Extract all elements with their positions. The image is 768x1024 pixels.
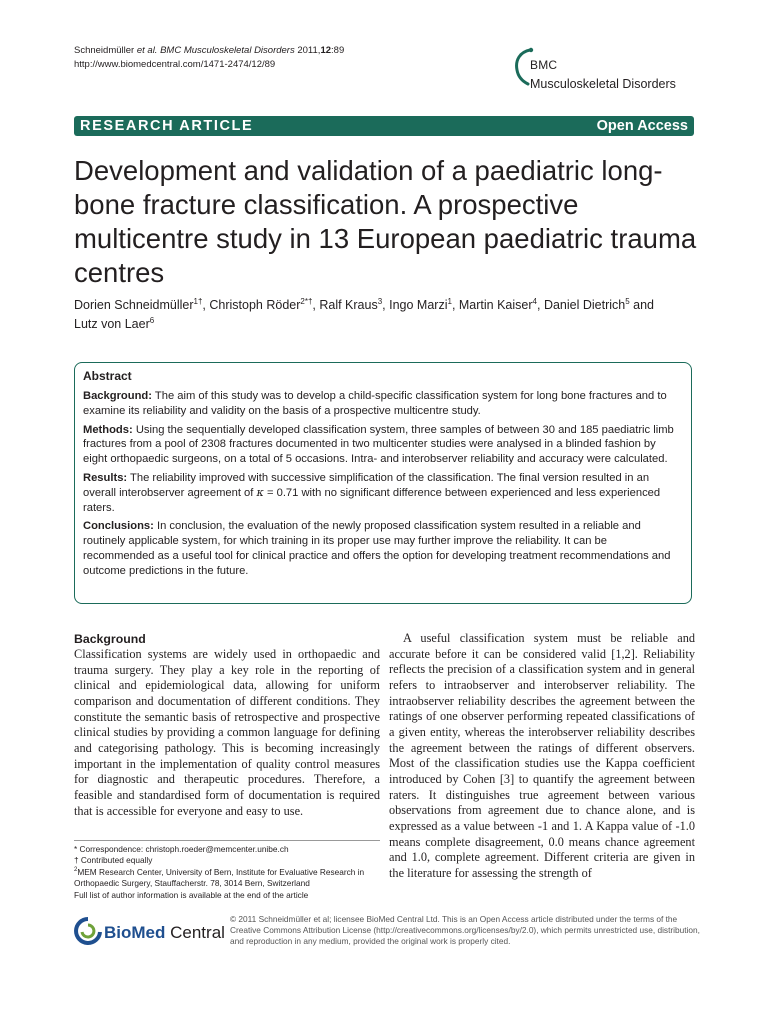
citation-journal: BMC Musculoskeletal Disorders [160,45,295,56]
body-paragraph: A useful classification system must be reliable and accurate before it can be considered valid [1,2]. Reliability reflects the precision of a classification system and in general refers to intraobserver and interobserver reliability. The intraobserver reliability describes the agreement between the ratings of one observer performing repeated classifications of a given entity, whereas the interobserver reliability describes the agreement between the ratings of different observers. Most of the classification studies use the Kappa coefficient introduced by Cohen [3] to quantify the agreement between raters. It distinguishes true agreement between various observations from agreement due to chance alone, and is expressed as a value between -1 and 1. A Kappa value of -1.0 means complete disagreement, 0.0 means chance agreement and 1.0, complete agreement. Different criteria are given in the literature for assessing the strength of [389,631,695,880]
section-heading-background: Background [74,632,146,646]
author-list: Dorien Schneidmüller$^{1\dagger}$, Christoph Röder$^{2*\dagger}$, Ralf Kraus$^3$, Ingo Marzi$^1$, Martin Kaiser$^4$, Daniel Dietrich$^5$ and Lutz von Laer$^6$ [74,296,655,331]
abstract-conclusions-label: Conclusions: [83,520,154,533]
article-title: Development and validation of a paediatric long-bone fracture classification. A prospective multicentre study in 13 European paediatric trauma centres [74,155,697,288]
biomed-central-wordmark [104,923,225,943]
abstract-methods-label: Methods: [83,423,133,436]
author-affiliation: 1 [447,296,452,306]
author-affiliation: 2*† [300,296,313,306]
abstract-background-label: Background: [83,390,152,402]
abstract-box [74,362,692,604]
citation-year: 2011, [297,45,321,56]
author-name: Christoph Röder [209,298,301,312]
footnote-full-list: Full list of author information is available at the end of the article [74,889,309,900]
abstract-conclusions-text: In conclusion, the evaluation of the newly proposed classification system resulted in a reliable and routinely applicable system, for which training in its proper use may further improve the reliability. It can be recommended as a useful tool for clinical practice and offers the option for developing treatment recommendations and outcome predictions in the future. [83,520,671,577]
author-name: Lutz von Laer [74,317,150,331]
article-type-label: RESEARCH ARTICLE [80,118,254,134]
body-right-column [389,631,695,882]
author-affiliation: 4 [532,296,537,306]
footnote-affiliation-sup: 2 [74,867,78,874]
citation-block [74,44,344,72]
abstract-results [83,471,681,515]
biomed-central-central: Central [170,923,225,942]
citation-etal: et al. [136,45,158,56]
author-affiliation: 1† [193,296,203,306]
journal-logo-bmc: BMC [530,58,558,72]
abstract-conclusions [83,519,681,578]
abstract-heading: Abstract [83,369,132,383]
author-name: Dorien Schneidmüller [74,298,194,312]
footnote-contributed: † Contributed equally [74,855,153,866]
footnote-correspondence: * Correspondence: christoph.roeder@memcenter.unibe.ch [74,844,289,854]
author-name: Ralf Kraus [319,298,378,312]
footnote-affiliation [74,867,384,890]
author-conjunction: and [633,298,655,312]
body-left-column [74,631,380,819]
author-name: Martin Kaiser [458,298,533,312]
abstract-results-text-a: The reliability improved with successive simplification of the classification. The final version resulted in an overall interobserver agreement of [83,471,650,499]
journal-logo [512,46,702,96]
abstract-results-label: Results: [83,471,128,484]
license-text: © 2011 Schneidmüller et al; licensee BioMed Central Ltd. This is an Open Access article distributed under the terms of the Creative Commons Attribution License (http://creativecommons.org/licenses/by/2.0), which permits unrestricted use, distribution, and reproduction in any medium, provided the original work is properly cited. [230,914,700,947]
author-name: Ingo Marzi [389,298,448,312]
author-affiliation: 3 [377,296,383,306]
biomed-central-logo [74,916,224,950]
footnote-affiliation-text: MEM Research Center, University of Bern, Institute for Evaluative Research in Orthopaedic Surgery, Stauffacherstr. 78, 3014 Bern, Switzerland [74,866,365,889]
abstract-background-text: The aim of this study was to develop a child-specific classification system for long bone fractures and to examine its reliability and validity on the basis of a prospective multicentre study. [83,390,667,417]
biomed-central-logo-icon [74,916,102,946]
abstract-background [83,389,681,419]
citation-article: :89 [331,45,345,56]
abstract-results-kappa: κ [256,485,264,499]
author-name: Daniel Dietrich [543,298,626,312]
journal-logo-name: Musculoskeletal Disorders [530,77,676,91]
open-access-label: Open Access [596,118,688,134]
biomed-central-bio: BioMed [104,923,166,942]
abstract-methods [83,423,681,467]
article-url-link[interactable]: http://www.biomedcentral.com/1471-2474/12/89 [74,59,276,70]
footnotes [74,844,384,901]
author-affiliation: 5 [625,296,630,306]
author-affiliation: 6 [149,315,155,325]
article-type-band [74,116,694,136]
citation-authors: Schneidmüller [74,45,135,56]
footnote-divider [74,840,380,841]
citation-volume: 12 [320,45,332,56]
abstract-results-text-b: = 0.71 with no significant difference between experienced and less experienced raters. [83,486,661,514]
abstract-methods-text: Using the sequentially developed classification system, three samples of between 30 and 185 paediatric limb fractures from a pool of 2308 fractures documented in two multicenter studies were analysed in a blinded fashion by eight orthopaedic surgeons, on a total of 5 occasions. Intra- and interobserver reliability and accuracy were calculated. [83,423,674,466]
body-paragraph: Classification systems are widely used in orthopaedic and trauma surgery. They play a key role in the reporting of clinical and epidemiological data, allowing for uniform comparison and documentation of different conditions. They constitute the semantic basis of retrospective and prospective clinical studies by providing a common language for defining and categorising pathology. This is becoming increasingly important in the implementation of quality control measures for diagnostic and therapeutic procedures. Therefore, a feasible and standardised form of documentation is required that is accessible for everyone and easy to use. [74,647,380,818]
